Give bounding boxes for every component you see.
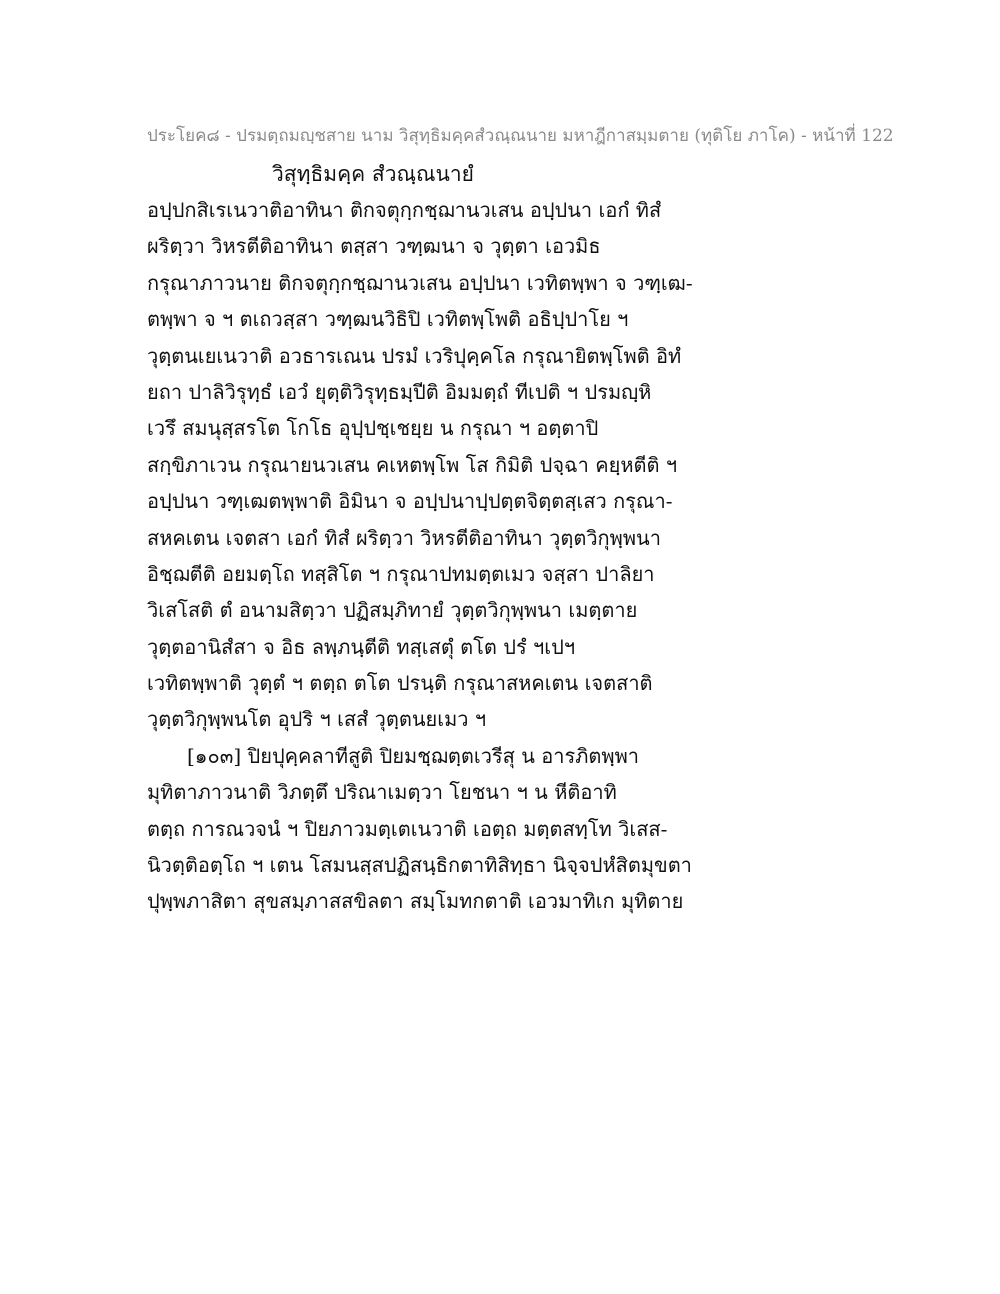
- running-header: ประโยค๘ - ปรมตฺถมญฺชสาย นาม วิสุทฺธิมคฺคสํวณฺณนาย มหาฎีกาสมฺมตาย (ทุติโย ภาโค) - หน้าที่ 122: [147, 126, 894, 146]
- section-title: วิสุทฺธิมคฺค สํวณฺณนายํ: [272, 162, 474, 186]
- text-line: วุตฺตอานิสํสา จ อิธ ลพฺภนฺตีติ ทสฺเสตุํ ตโต ปรํ ฯเปฯ: [147, 634, 576, 659]
- paragraph-start-line: [๑๐๓] ปิยปุคฺคลาทีสูติ ปิยมชฺฌตฺตเวรีสุ น อารภิตพฺพา: [187, 743, 640, 768]
- text-line: มุทิตาภาวนาติ วิภตฺตึ ปริณาเมตฺวา โยชนา ฯ น หีติอาทิ: [147, 780, 617, 805]
- text-line: อปฺปกสิเรเนวาติอาทินา ติกจตุกฺกชฺฌานวเสน อปฺปนา เอกํ ทิสํ: [147, 198, 662, 222]
- text-line: วุตฺตนเยเนวาติ อวธารเณน ปรมํ เวริปุคฺคโล กรุณายิตพฺโพติ อิทํ: [147, 343, 682, 368]
- text-line: ผริตฺวา วิหรตีติอาทินา ตสฺสา วฑฺฒนา จ วุตฺตา เอวมิธ: [147, 234, 601, 259]
- text-line: นิวตฺติอตฺโถ ฯ เตน โสมนสฺสปฏิสนฺธิกตาทิสิทฺธา นิจฺจปหํสิตมุขตา: [147, 853, 692, 878]
- text-line: ตตฺถ การณวจนํ ฯ ปิยภาวมตฺเตเนวาติ เอตฺถ มตฺตสทฺโท วิเสส-: [147, 816, 668, 841]
- text-line: วิเสโสติ ตํ อนามสิตฺวา ปฏิสมฺภิทายํ วุตฺตวิกุพฺพนา เมตฺตาย: [147, 598, 638, 623]
- text-line: ปุพฺพภาสิตา สุขสมฺภาสสขิลตา สมฺโมทกตาติ เอวมาทิเก มุทิตาย: [147, 889, 684, 914]
- text-line: วุตฺตวิกุพฺพนโต อุปริ ฯ เสสํ วุตฺตนยเมว ฯ: [147, 707, 487, 732]
- text-line: ยถา ปาลิวิรุทฺธํ เอวํ ยุตฺติวิรุทฺธมฺปีติ อิมมตฺถํ ทีเปติ ฯ ปรมญฺหิ: [147, 379, 652, 404]
- text-line: กรุณาภาวนาย ติกจตุกฺกชฺฌานวเสน อปฺปนา เวทิตพฺพา จ วฑฺเฒ-: [147, 270, 693, 295]
- text-line: อิชฺฌตีติ อยมตฺโถ ทสฺสิโต ฯ กรุณาปทมตฺตเมว จสฺสา ปาลิยา: [147, 561, 655, 586]
- text-line: ตพฺพา จ ฯ ตเถวสฺสา วฑฺฒนวิธิปิ เวทิตพฺโพติ อธิปฺปาโย ฯ: [147, 307, 629, 332]
- text-line: สหคเตน เจตสา เอกํ ทิสํ ผริตฺวา วิหรตีติอาทินา วุตฺตวิกุพฺพนา: [147, 525, 661, 550]
- text-line: เวทิตพฺพาติ วุตฺตํ ฯ ตตฺถ ตโต ปรนฺติ กรุณาสหคเตน เจตสาติ: [147, 671, 653, 696]
- text-line: สกฺขิภาเวน กรุณายนวเสน คเหตพฺโพ โส กิมิติ ปจฺฉา คยฺหตีติ ฯ: [147, 452, 678, 477]
- text-line: เวรึ สมนุสฺสรโต โกโธ อุปฺปชฺเชยฺย น กรุณา ฯ อตฺตาปิ: [147, 416, 599, 441]
- text-line: อปฺปนา วฑฺเฒตพฺพาติ อิมินา จ อปฺปนาปฺปตฺตจิตฺตสฺเสว กรุณา-: [147, 489, 673, 514]
- body-text: [147, 192, 787, 920]
